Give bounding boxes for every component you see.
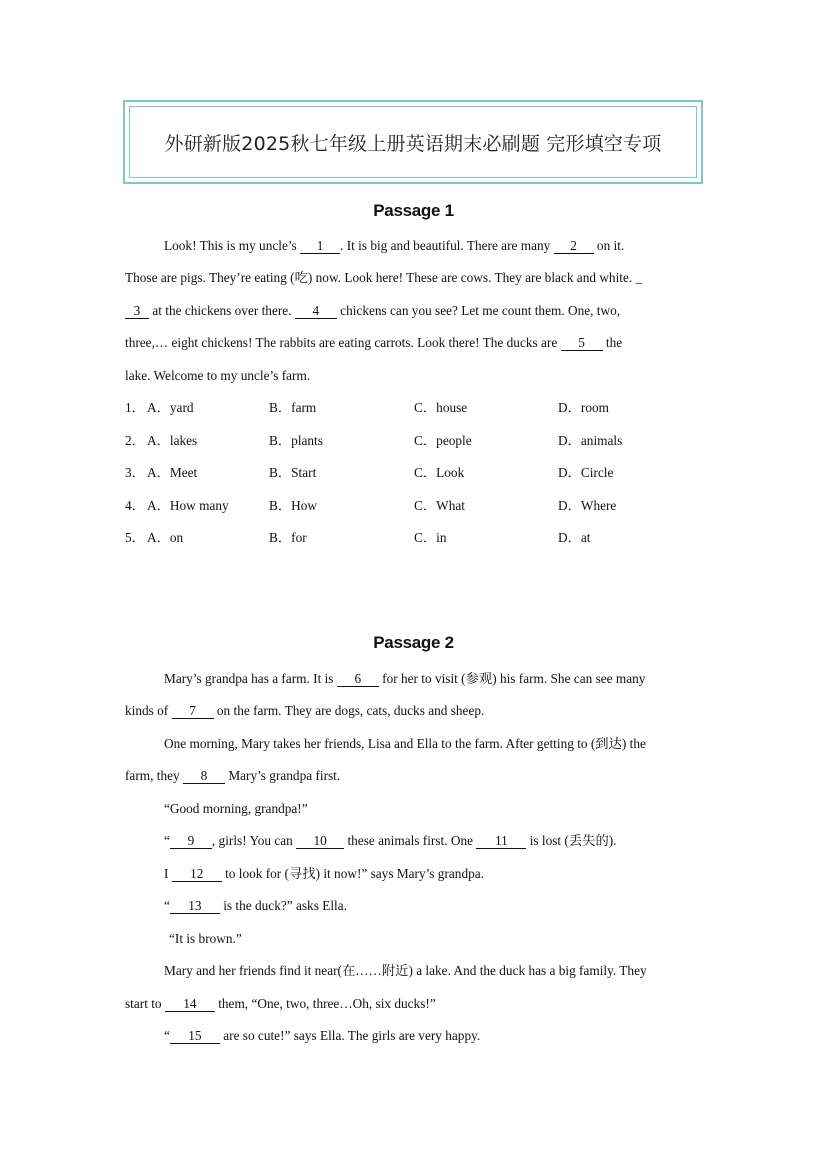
blank-15: 15 <box>170 1029 220 1044</box>
question-4 <box>125 497 725 515</box>
question-number: 3． <box>125 465 145 480</box>
passage2-line-5: “Good morning, grandpa!” <box>164 801 308 816</box>
option-a: A．lakes <box>147 433 198 448</box>
blank-1: 1 <box>300 239 340 254</box>
option-c: C．people <box>414 433 472 448</box>
blank-14: 14 <box>165 997 215 1012</box>
passage2-line-4 <box>125 767 705 785</box>
passage2-line-7 <box>164 865 705 883</box>
blank-3: 3 <box>125 304 149 319</box>
option-b: B．farm <box>269 400 317 415</box>
question-number: 5． <box>125 530 145 545</box>
passage1-line-3 <box>125 302 705 320</box>
text: are so cute!” says Ella. The girls are very happy. <box>223 1028 481 1043</box>
text: them, “One, two, three…Oh, six ducks!” <box>218 996 436 1011</box>
text: Those are pigs. They’re eating (吃) now. Look here! These are cows. They are black and white. <box>125 270 633 285</box>
text: Mary’s grandpa first. <box>228 768 341 783</box>
option-c: C．house <box>414 400 468 415</box>
title-box <box>123 100 703 184</box>
blank-10: 10 <box>296 834 344 849</box>
option-c: C．What <box>414 498 465 513</box>
passage1-line-4 <box>125 334 705 352</box>
text: on the farm. They are dogs, cats, ducks and sheep. <box>216 703 485 718</box>
blank-8: 8 <box>183 769 225 784</box>
passage2-line-3: One morning, Mary takes her friends, Lisa and Ella to the farm. After getting to (到达) the <box>164 736 646 751</box>
blank-7: 7 <box>172 704 214 719</box>
blank-11: 11 <box>476 834 526 849</box>
text: “ <box>164 833 170 848</box>
question-2 <box>125 432 725 450</box>
option-d: D．animals <box>558 433 623 448</box>
question-number: 4． <box>125 498 145 513</box>
text: for her to visit (参观) his farm. She can see many <box>382 671 646 686</box>
blank-6: 6 <box>337 672 379 687</box>
option-b: B．plants <box>269 433 323 448</box>
passage1-title: Passage 1 <box>373 201 454 220</box>
title-inner-border <box>129 106 697 178</box>
option-a: A．yard <box>147 400 194 415</box>
text: “ <box>164 898 170 913</box>
passage2-line-10: Mary and her friends find it near(在……附近) a lake. And the duck has a big family. They <box>164 963 647 978</box>
passage2-line-6 <box>164 832 705 850</box>
question-5 <box>125 529 725 547</box>
text: “ <box>164 1028 170 1043</box>
text: I <box>164 866 169 881</box>
passage2-line-1 <box>164 670 705 688</box>
option-d: D．at <box>558 530 591 545</box>
text: Mary’s grandpa has a farm. It is <box>164 671 334 686</box>
passage2-line-2 <box>125 702 705 720</box>
text: , girls! You can <box>211 833 293 848</box>
passage1-line-1 <box>164 237 705 255</box>
blank-4: 4 <box>295 304 337 319</box>
option-d: D．Circle <box>558 465 614 480</box>
passage2-title: Passage 2 <box>373 633 454 652</box>
text: on it. <box>596 238 625 253</box>
text: at the chickens over there. <box>152 303 292 318</box>
passage1-line-5: lake. Welcome to my uncle’s farm. <box>125 368 311 383</box>
text: start to <box>125 996 162 1011</box>
question-3 <box>125 464 725 482</box>
text: . It is big and beautiful. There are many <box>340 238 551 253</box>
option-a: A．Meet <box>147 465 198 480</box>
blank-13: 13 <box>170 899 220 914</box>
document-title: 外研新版2025秋七年级上册英语期末必刷题 完形填空专项 <box>164 132 662 155</box>
question-number: 1． <box>125 400 145 415</box>
text: these animals first. One <box>347 833 474 848</box>
passage2-line-11 <box>125 995 705 1013</box>
option-b: B．How <box>269 498 318 513</box>
option-b: B．Start <box>269 465 317 480</box>
option-b: B．for <box>269 530 307 545</box>
passage2-line-12 <box>164 1027 705 1045</box>
text: _ <box>635 270 643 285</box>
option-d: D．Where <box>558 498 617 513</box>
text: kinds of <box>125 703 169 718</box>
option-a: A．How many <box>147 498 229 513</box>
blank-9: 9 <box>170 834 212 849</box>
passage2-line-8 <box>164 897 705 915</box>
text: three,… eight chickens! The rabbits are eating carrots. Look there! The ducks are <box>125 335 558 350</box>
text: the <box>605 335 623 350</box>
text: Look! This is my uncle’s <box>164 238 297 253</box>
passage1-line-2 <box>125 269 705 287</box>
option-c: C．Look <box>414 465 465 480</box>
text: chickens can you see? Let me count them. One, two, <box>340 303 621 318</box>
question-number: 2． <box>125 433 145 448</box>
passage2-line-9: “It is brown.” <box>169 931 242 946</box>
text: is lost (丢失的). <box>529 833 617 848</box>
blank-12: 12 <box>172 867 222 882</box>
option-a: A．on <box>147 530 184 545</box>
question-1 <box>125 399 725 417</box>
option-c: C．in <box>414 530 447 545</box>
text: is the duck?” asks Ella. <box>223 898 347 913</box>
blank-5: 5 <box>561 336 603 351</box>
option-d: D．room <box>558 400 609 415</box>
blank-2: 2 <box>554 239 594 254</box>
text: farm, they <box>125 768 180 783</box>
text: to look for (寻找) it now!” says Mary’s grandpa. <box>225 866 484 881</box>
